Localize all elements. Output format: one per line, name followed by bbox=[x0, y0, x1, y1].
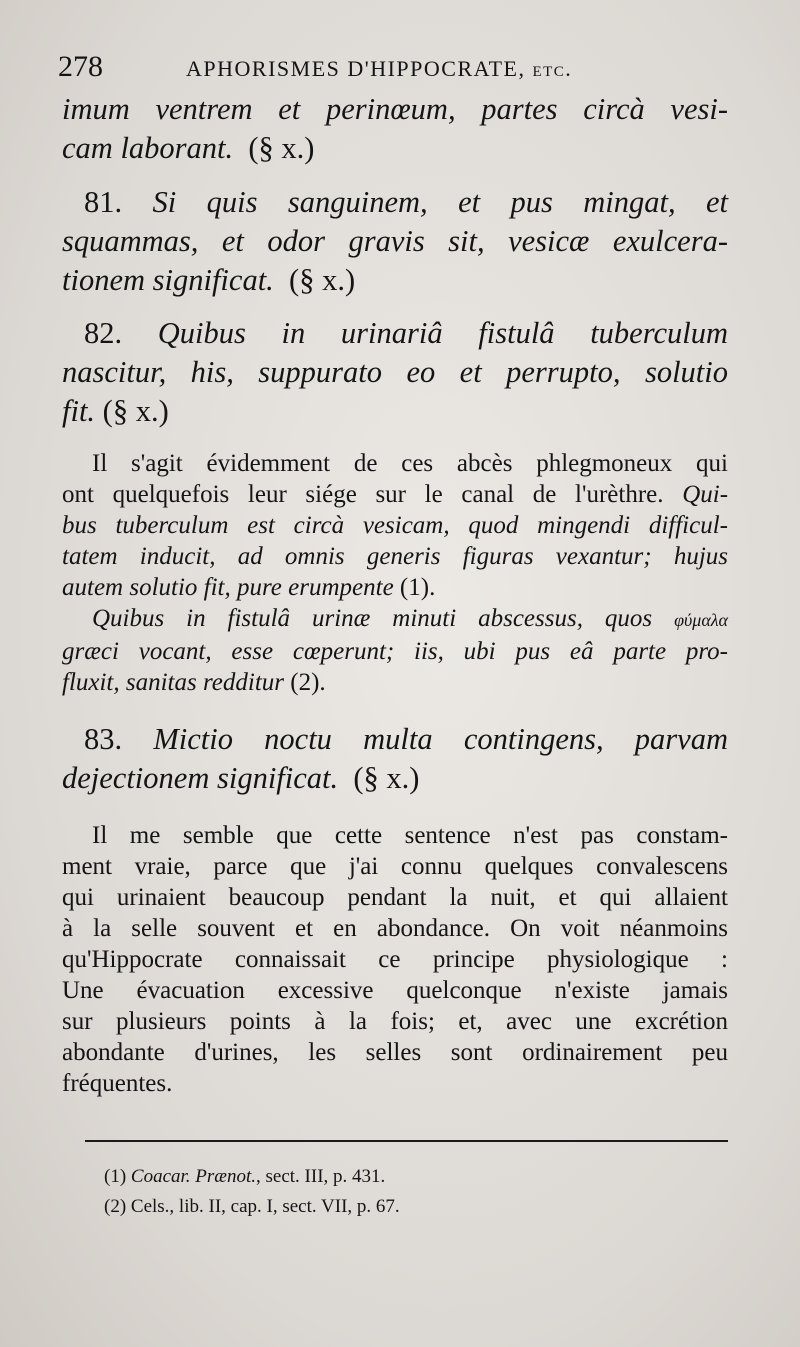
text-line bbox=[62, 314, 728, 353]
text-line bbox=[62, 572, 728, 603]
text-line: Il me semble que cette sentence n'est pas constam- bbox=[92, 822, 728, 849]
aphorism-81 bbox=[62, 183, 728, 300]
footnote-ref: (2). bbox=[290, 669, 326, 696]
text-fragment: tionem significat. bbox=[62, 263, 274, 297]
text-line bbox=[62, 183, 728, 222]
latin-quote-line: græci vocant, esse cœperunt; iis, ubi pus eâ parte pro- bbox=[62, 638, 728, 665]
latin-quote: fluxit, sanitas redditur bbox=[62, 669, 284, 696]
aphorism-83 bbox=[62, 720, 728, 798]
aphorism-82 bbox=[62, 314, 728, 431]
text-line bbox=[62, 759, 728, 798]
text-line bbox=[62, 667, 728, 698]
footnote-ref: (1). bbox=[399, 574, 436, 601]
running-title: APHORISMES D'HIPPOCRATE, etc. bbox=[186, 56, 573, 81]
text-fragment: dejectionem significat. bbox=[62, 761, 339, 795]
text-line: à la selle souvent et en abondance. On voit néanmoins bbox=[62, 915, 728, 942]
text-fragment: Mictio noctu multa contingens, parvam bbox=[153, 722, 728, 756]
footnote-2 bbox=[104, 1192, 400, 1222]
text-fragment: Quibus in urinariâ fistulâ tuberculum bbox=[157, 316, 728, 350]
footnote-mark: (2) bbox=[104, 1196, 127, 1217]
text-fragment: Quibus in fistulâ urinæ minuti abscessus, quos bbox=[92, 605, 653, 632]
text-line: Une évacuation excessive quelconque n'existe jamais bbox=[62, 977, 728, 1004]
page-body bbox=[62, 90, 728, 1099]
text-line bbox=[62, 720, 728, 759]
latin-quote-line: bus tuberculum est circà vesicam, quod mingendi difficul- bbox=[62, 512, 728, 539]
latin-quote: Qui- bbox=[682, 481, 729, 508]
latin-quote: autem solutio fit, pure erumpente bbox=[62, 574, 394, 601]
section-reference: (§ x.) bbox=[353, 761, 420, 795]
text-line bbox=[62, 129, 728, 168]
text-fragment: cam laborant. bbox=[62, 131, 234, 165]
text-line: sur plusieurs points à la fois; et, avec une excrétion bbox=[62, 1008, 728, 1035]
aphorism-number: 83. bbox=[84, 722, 123, 756]
footnote-title: Coacar. Prænot. bbox=[130, 1166, 257, 1187]
commentary-82 bbox=[62, 448, 728, 698]
commentary-83 bbox=[62, 820, 728, 1099]
footnote-text: Cels., lib. II, cap. I, sect. VII, p. 67. bbox=[130, 1196, 400, 1217]
text-line: squammas, et odor gravis sit, vesicæ exulcera- bbox=[62, 224, 728, 258]
aphorism-number: 82. bbox=[84, 316, 123, 350]
section-reference: (§ x.) bbox=[289, 263, 356, 297]
text-line: qu'Hippocrate connaissait ce principe physiologique : bbox=[62, 946, 728, 973]
text-line: imum ventrem et perinœum, partes circà vesi- bbox=[62, 92, 728, 126]
section-reference: (§ x.) bbox=[248, 131, 315, 165]
text-line bbox=[62, 479, 728, 510]
text-line bbox=[62, 261, 728, 300]
footnote-mark: (1) bbox=[104, 1166, 127, 1187]
text-line bbox=[62, 392, 728, 431]
text-line: fréquentes. bbox=[62, 1070, 173, 1097]
aphorism-continuation bbox=[62, 90, 728, 168]
footnotes bbox=[104, 1162, 400, 1222]
text-line: qui urinaient beaucoup pendant la nuit, et qui allaient bbox=[62, 884, 728, 911]
latin-quote-line: tatem inducit, ad omnis generis figuras vexantur; hujus bbox=[62, 543, 728, 570]
aphorism-number: 81. bbox=[84, 185, 123, 219]
page-number: 278 bbox=[58, 50, 103, 83]
section-reference: (§ x.) bbox=[102, 394, 169, 428]
greek-word: φύμαλα bbox=[674, 610, 729, 630]
footnote-1 bbox=[104, 1162, 400, 1192]
text-line: ment vraie, parce que j'ai connu quelques convalescens bbox=[62, 853, 728, 880]
text-line: Il s'agit évidemment de ces abcès phlegmoneux qui bbox=[92, 450, 728, 477]
footnote-text: , sect. III, p. 431. bbox=[256, 1166, 386, 1187]
footnote-divider bbox=[85, 1140, 728, 1142]
text-fragment: ont quelquefois leur siége sur le canal de l'urèthre. bbox=[62, 481, 664, 508]
text-line: abondante d'urines, les selles sont ordinairement peu bbox=[62, 1039, 728, 1066]
latin-quote-line bbox=[62, 603, 728, 636]
text-fragment: Si quis sanguinem, et pus mingat, et bbox=[152, 185, 729, 219]
text-line: nascitur, his, suppurato eo et perrupto, solutio bbox=[62, 355, 728, 389]
page-header bbox=[58, 50, 738, 90]
text-fragment: fit. bbox=[62, 394, 96, 428]
